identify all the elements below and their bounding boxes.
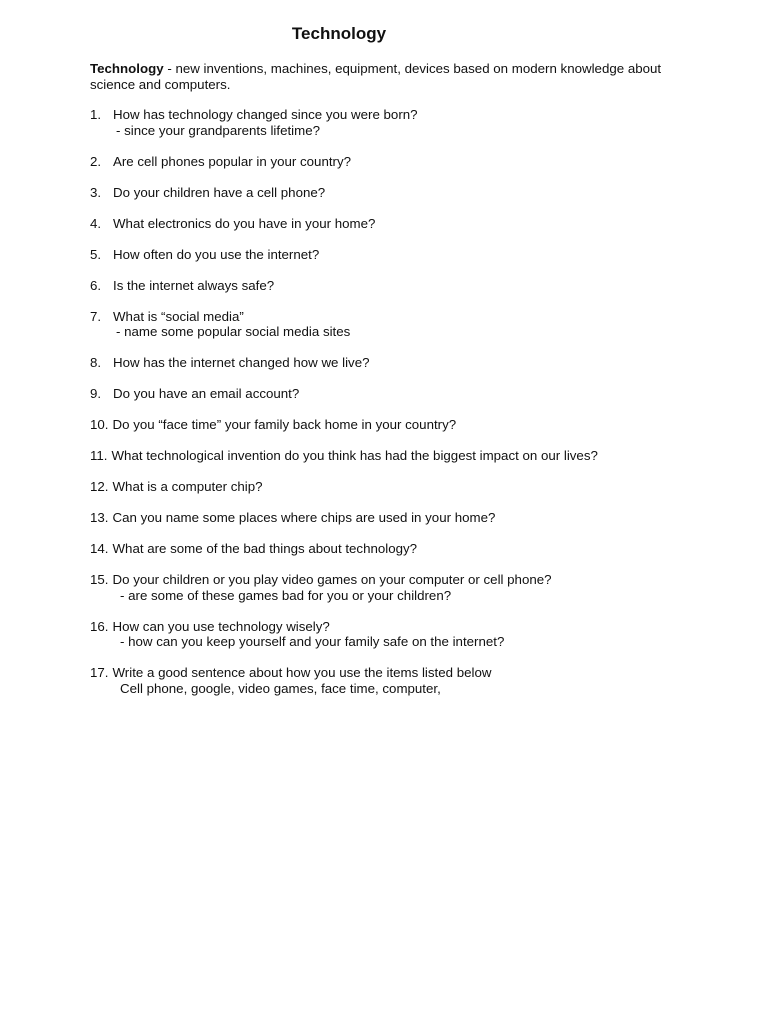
question-item <box>90 572 710 603</box>
question-number: 13. <box>90 510 109 525</box>
question-text: Do your children or you play video games on your computer or cell phone? <box>112 572 552 587</box>
question-item <box>90 619 710 650</box>
question-text: Do you “face time” your family back home in your country? <box>112 417 457 432</box>
question-number: 7. <box>90 308 102 324</box>
question-text: Do you have an email account? <box>113 386 300 401</box>
question-subtext: - are some of these games bad for you or your children? <box>120 587 452 603</box>
question-item <box>90 278 710 294</box>
question-subtext: - how can you keep yourself and your family safe on the internet? <box>120 634 505 649</box>
question-number: 15. <box>90 572 109 587</box>
question-item <box>90 479 710 495</box>
question-text: What are some of the bad things about technology? <box>112 541 418 556</box>
question-text: How has technology changed since you were born? <box>113 107 418 122</box>
question-text: What is “social media” <box>113 308 244 324</box>
definition-paragraph <box>90 61 690 92</box>
question-subtext: Cell phone, google, video games, face time, computer, <box>120 680 441 696</box>
question-text: Do your children have a cell phone? <box>113 184 326 200</box>
question-item <box>90 247 710 263</box>
question-text: Is the internet always safe? <box>113 277 275 293</box>
question-text: How often do you use the internet? <box>113 246 320 262</box>
question-number: 3. <box>90 184 102 200</box>
question-item <box>90 309 710 340</box>
question-number: 8. <box>90 355 102 370</box>
question-item <box>90 510 710 526</box>
definition-text: - new inventions, machines, equipment, devices based on modern knowledge about science and computers. <box>90 61 662 92</box>
question-item <box>90 541 710 557</box>
question-text: What technological invention do you think has had the biggest impact on our lives? <box>111 448 598 463</box>
question-number: 6. <box>90 277 102 293</box>
question-item <box>90 355 710 371</box>
question-text: Write a good sentence about how you use the items listed below <box>112 665 492 680</box>
question-text: Can you name some places where chips are used in your home? <box>112 510 496 525</box>
question-number: 4. <box>90 215 102 231</box>
page-title: Technology <box>291 24 387 43</box>
question-number: 10. <box>90 417 109 432</box>
question-text: How can you use technology wisely? <box>112 618 330 634</box>
question-item <box>90 386 710 402</box>
question-item <box>90 448 710 464</box>
definition-term: Technology <box>90 61 164 76</box>
question-text: Are cell phones popular in your country? <box>113 153 352 169</box>
question-number: 1. <box>90 107 102 122</box>
question-list <box>90 107 710 712</box>
question-item <box>90 154 710 170</box>
question-number: 2. <box>90 153 102 169</box>
question-item <box>90 417 710 433</box>
question-number: 5. <box>90 246 102 262</box>
question-text: What is a computer chip? <box>112 479 263 494</box>
question-text: How has the internet changed how we live? <box>113 355 370 370</box>
question-number: 12. <box>90 479 109 494</box>
question-subtext: - name some popular social media sites <box>116 324 351 339</box>
question-number: 14. <box>90 541 109 556</box>
question-number: 16. <box>90 618 109 634</box>
question-number: 11. <box>90 448 108 463</box>
question-item <box>90 216 710 232</box>
question-text: What electronics do you have in your home? <box>113 215 376 231</box>
question-item <box>90 665 710 696</box>
question-number: 17. <box>90 665 109 680</box>
question-item <box>90 185 710 201</box>
question-number: 9. <box>90 386 102 401</box>
question-item <box>90 107 710 138</box>
question-subtext: - since your grandparents lifetime? <box>116 122 320 138</box>
